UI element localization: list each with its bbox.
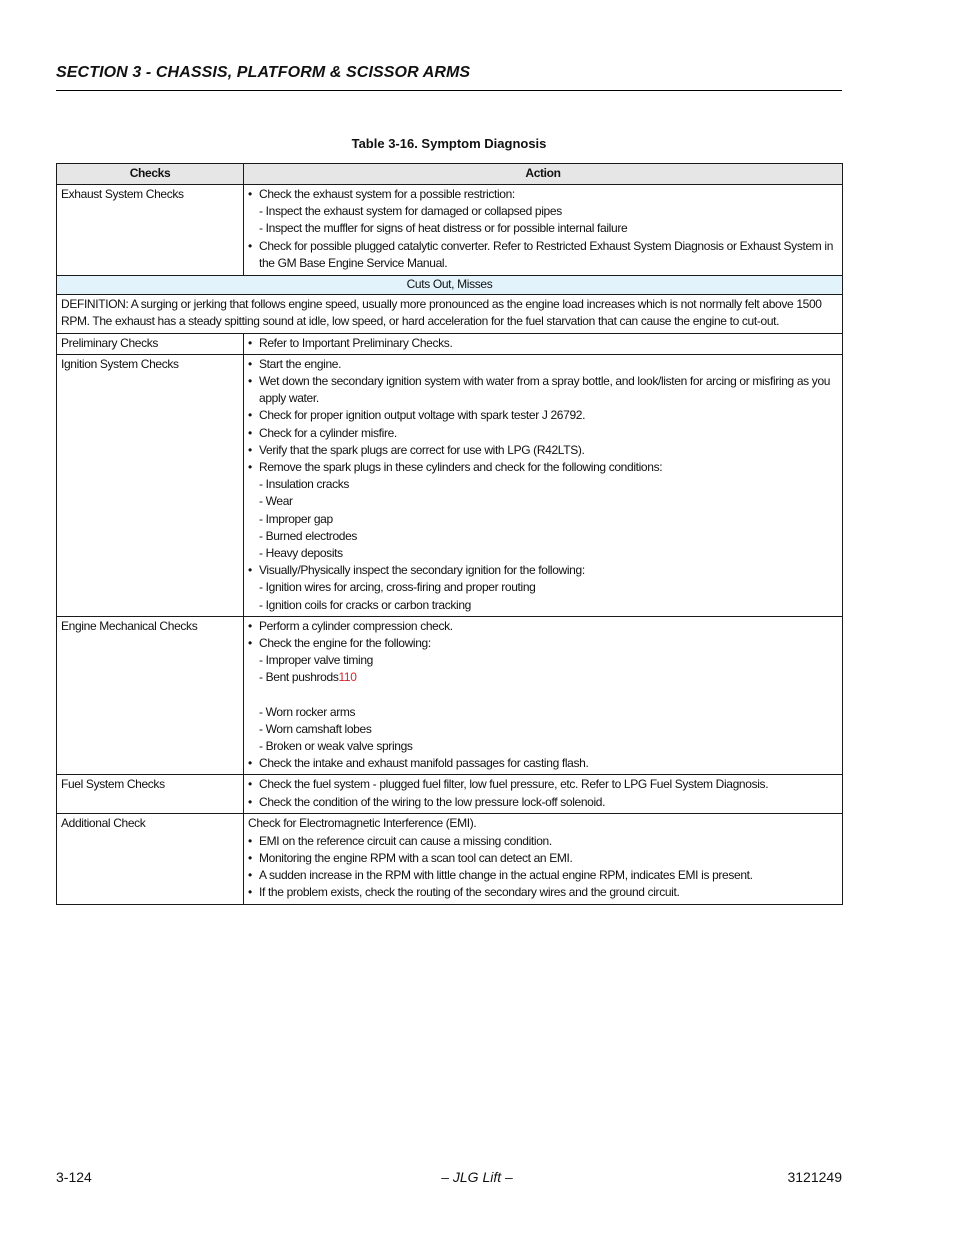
- row-action: [244, 814, 843, 905]
- subheader-cuts-out-misses: Cuts Out, Misses: [57, 276, 843, 295]
- sub-item: - Improper gap: [259, 511, 333, 526]
- bullet-item: • Check the exhaust system for a possible restriction:: [248, 186, 838, 203]
- table-subheader-row: [57, 276, 843, 295]
- sub-item: - Inspect the muffler for signs of heat distress or for possible internal failure: [259, 221, 628, 236]
- sub-item-text: - Bent pushrods: [259, 670, 339, 685]
- definition-text: DEFINITION: A surging or jerking that follows engine speed, usually more pronounced as the engine load increases which is not normally felt above 1500 RPM. The exhaust has a steady spitting sound at idle, low speed, or hard acceleration for the fuel starvation that can cause the engine to cut-out.: [57, 295, 843, 333]
- row-action: [244, 775, 843, 814]
- row-label: Fuel System Checks: [57, 775, 244, 814]
- row-label: Exhaust System Checks: [57, 185, 244, 276]
- bullet-item: • Remove the spark plugs in these cylinders and check for the following conditions:: [248, 459, 838, 476]
- table-row-fuel: [57, 775, 843, 814]
- table-row-exhaust: [57, 185, 843, 276]
- column-header-action: Action: [244, 164, 843, 185]
- bullet-item: • Verify that the spark plugs are correct for use with LPG (R42LTS).: [248, 442, 838, 459]
- sub-item: - Burned electrodes: [259, 528, 358, 543]
- symptom-diagnosis-table: [56, 163, 843, 905]
- bullet-item: • Check the fuel system - plugged fuel filter, low fuel pressure, etc. Refer to LPG Fuel System Diagnosis.: [248, 776, 838, 793]
- row-label: Ignition System Checks: [57, 354, 244, 616]
- bullet-item: • Check the intake and exhaust manifold passages for casting flash.: [248, 755, 838, 772]
- bullet-item: • Check the condition of the wiring to the low pressure lock-off solenoid.: [248, 794, 838, 811]
- bullet-item: • Check the engine for the following:: [248, 635, 838, 652]
- row-action: [244, 616, 843, 775]
- sub-item: - Heavy deposits: [259, 546, 343, 561]
- sub-item: - Wear: [259, 494, 293, 509]
- sub-item: - Ignition wires for arcing, cross-firing and proper routing: [259, 580, 536, 595]
- blank-line: [248, 687, 838, 704]
- row-label: Engine Mechanical Checks: [57, 616, 244, 775]
- bullet-item: • Check for possible plugged catalytic converter. Refer to Restricted Exhaust System Diagnosis or Exhaust System in the GM Base Engine Service Manual.: [248, 238, 838, 272]
- bullet-item: • Visually/Physically inspect the secondary ignition for the following:: [248, 562, 838, 579]
- sub-item: - Ignition coils for cracks or carbon tracking: [259, 597, 471, 612]
- sub-item: - Insulation cracks: [259, 477, 350, 492]
- row-label: Additional Check: [57, 814, 244, 905]
- bullet-item: • Perform a cylinder compression check.: [248, 618, 838, 635]
- table-row-preliminary: [57, 333, 843, 354]
- table-row-ignition: [57, 354, 843, 616]
- table-header-row: [57, 164, 843, 185]
- document-number: 3121249: [787, 1169, 842, 1185]
- intro-text: Check for Electromagnetic Interference (EMI).: [248, 816, 477, 831]
- sub-item: - Worn camshaft lobes: [259, 721, 372, 736]
- sub-item: - Broken or weak valve springs: [259, 739, 413, 754]
- footer-publisher: – JLG Lift –: [441, 1169, 513, 1185]
- sub-item: - Worn rocker arms: [259, 704, 356, 719]
- bullet-item: • Monitoring the engine RPM with a scan tool can detect an EMI.: [248, 850, 838, 867]
- table-row-mechanical: [57, 616, 843, 775]
- sub-item: [248, 669, 838, 686]
- row-action: [244, 354, 843, 616]
- bullet-item: • Refer to Important Preliminary Checks.: [248, 335, 838, 352]
- bullet-item: • Check for proper ignition output voltage with spark tester J 26792.: [248, 407, 838, 424]
- table-row-definition: [57, 295, 843, 333]
- sub-item: - Inspect the exhaust system for damaged or collapsed pipes: [259, 204, 562, 219]
- table-row-additional: [57, 814, 843, 905]
- bullet-item: • Check for a cylinder misfire.: [248, 425, 838, 442]
- sub-item: - Improper valve timing: [259, 653, 373, 668]
- row-action: [244, 333, 843, 354]
- page-reference-link[interactable]: 110: [338, 670, 357, 685]
- page-number: 3-124: [56, 1169, 92, 1185]
- row-label: Preliminary Checks: [57, 333, 244, 354]
- bullet-item: • A sudden increase in the RPM with little change in the actual engine RPM, indicates EMI is present.: [248, 867, 838, 884]
- column-header-checks: Checks: [57, 164, 244, 185]
- bullet-item: • If the problem exists, check the routing of the secondary wires and the ground circuit.: [248, 884, 838, 901]
- section-title: SECTION 3 - CHASSIS, PLATFORM & SCISSOR ARMS: [56, 64, 842, 91]
- bullet-item: • Wet down the secondary ignition system with water from a spray bottle, and look/listen for arcing or misfiring as you apply water.: [248, 373, 838, 407]
- row-action: [244, 185, 843, 276]
- bullet-item: • EMI on the reference circuit can cause a missing condition.: [248, 833, 838, 850]
- table-title: Table 3-16. Symptom Diagnosis: [351, 136, 547, 151]
- bullet-item: • Start the engine.: [248, 356, 838, 373]
